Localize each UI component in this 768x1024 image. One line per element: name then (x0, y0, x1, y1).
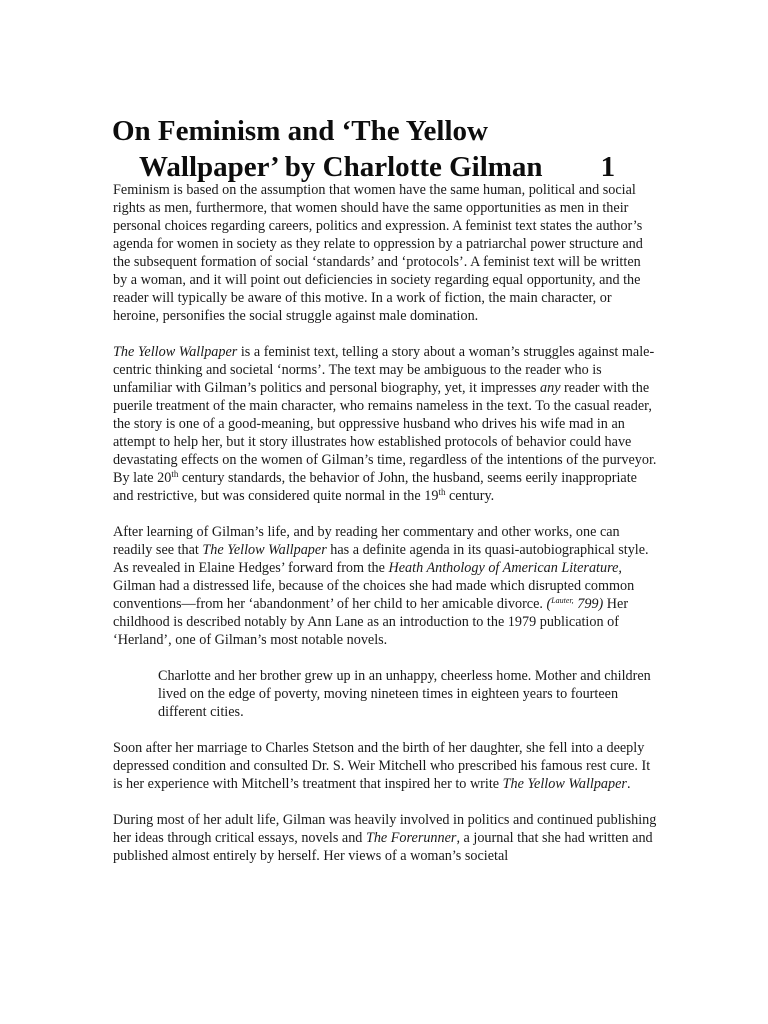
paragraph-2-text-a: is a feminist text, telling a story about a woman’s struggles against male-centric thinking and societal ‘norms’. The text may be ambiguous to the reader who is unfamiliar with Gilman’s politics and personal biography, yet, it impresses (113, 344, 655, 396)
title-line-2-text: Wallpaper’ by Charlotte Gilman (139, 151, 543, 184)
citation-author: Lauter, (551, 596, 574, 605)
paragraph-3-text-b: has a definite agenda in its quasi-autobiographical style. As revealed in Elaine Hedges’ forward from the (113, 542, 649, 576)
page-title (112, 113, 672, 185)
superscript-th: th (171, 469, 179, 479)
paragraph-1: Feminism is based on the assumption that women have the same human, political and social rights as men, furthermore, that women should have the same opportunities as men in their personal choices regarding careers, politics and expression. A feminist text states the author’s agenda for women in society as they relate to oppression by a patriarchal power structure and the subsequent formation of social ‘standards’ and ‘protocols’. A feminist text will be written by a woman, and it will point out deficiencies in society regarding equal opportunity, and the reader will typically be aware of this motive. In a work of fiction, the main character, or heroine, personifies the social struggle against male domination. (113, 182, 643, 324)
anthology-title: Heath Anthology of American Literature, (388, 560, 622, 576)
book-title: The Yellow Wallpaper (113, 344, 238, 360)
paragraph-2-text-d: century. (445, 488, 495, 504)
citation-open: ( (546, 596, 552, 612)
journal-title: The Forerunner (365, 830, 457, 846)
paragraph-4 (113, 739, 658, 793)
citation-page: 799) (573, 596, 604, 612)
paragraph-2-text-b: reader with the puerile treatment of the main character, who remains nameless in the text. To the casual reader, the story is one of a good-meaning, but oppressive husband who drives his wife mad in an attempt to help her, but it story illustrates how established protocols of behavior could have devastating effects on the women of Gilman’s time, regardless of the intentions of the purveyor. By late 20 (113, 380, 657, 486)
document-body (113, 181, 658, 883)
block-quote: Charlotte and her brother grew up in an unhappy, cheerless home. Mother and children lived on the edge of poverty, moving nineteen times in eighteen years to fourteen different cities. (158, 668, 651, 720)
paragraph-5 (113, 811, 658, 865)
citation (546, 596, 603, 612)
paragraph-2-text-c: century standards, the behavior of John, the husband, seems eerily inappropriate and restrictive, but was considered quite normal in the 19 (113, 470, 637, 504)
page-number: 1 (600, 151, 616, 184)
paragraph-3 (113, 523, 658, 649)
book-title: The Yellow Wallpaper (502, 776, 627, 792)
emphasis-any: any (540, 380, 561, 396)
paragraph-5-text-b: , a journal that she had written and published almost entirely by herself. Her views of a woman’s societal (113, 830, 653, 864)
paragraph-4-text-a: Soon after her marriage to Charles Stetson and the birth of her daughter, she fell into a deeply depressed condition and consulted Dr. S. Weir Mitchell who prescribed his famous rest cure. It is her experience with Mitchell’s treatment that inspired her to write (113, 740, 651, 792)
paragraph-3-text-c: Gilman had a distressed life, because of the choices she had made which disrupted common conventions—from her ‘abandonment’ of her child to her amicable divorce. (113, 578, 635, 612)
title-line-1: On Feminism and ‘The Yellow (112, 115, 488, 148)
paragraph-2 (113, 343, 658, 505)
paragraph-5-text-a: During most of her adult life, Gilman was heavily involved in politics and continued publishing her ideas through critical essays, novels and (113, 812, 657, 846)
paragraph-3-text-a: After learning of Gilman’s life, and by reading her commentary and other works, one can readily see that (113, 524, 620, 558)
paragraph-4-text-b: . (626, 776, 631, 792)
superscript-th: th (438, 487, 446, 497)
paragraph-3-text-d: Her childhood is described notably by Ann Lane as an introduction to the 1979 publication of ‘Herland’, one of Gilman’s most notable novels. (113, 596, 629, 648)
book-title: The Yellow Wallpaper (202, 542, 327, 558)
